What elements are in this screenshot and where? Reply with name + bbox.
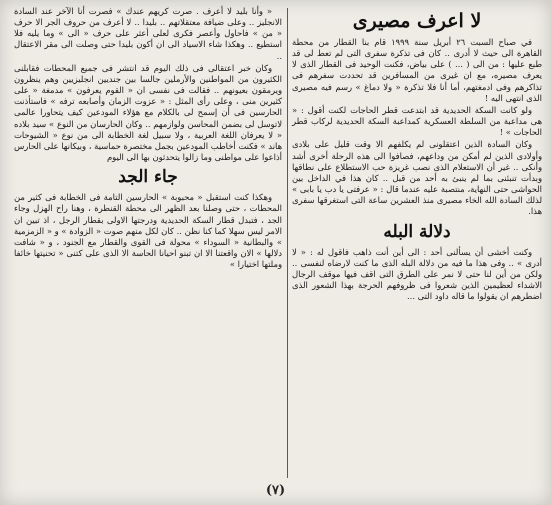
section-heading: جاء الجد (118, 167, 178, 188)
paragraph: وكان السادة الذين اعتقلونى لم يكلفهم الا وقت قليل على بلادى وأولادى الذين لم أمكن من وداعهم، فصافوا الى هذه الرحلة أخرى أشد وأنكى .. غير أن الاستعلام الذى نصب غريزة حب الاستطلاع على نطاقها وبدأت تنبئنى بما لم ينبئ به أحد من قبل .. كان هذا في الداخل بين الحواشى حتى النهاية، منتصبة عليه عندما قال : « عرفتى يا دب يا بابى » لذلك السادة الله الخاء مصيرى منذ العشرين ساعة التى استغرقها سفرى هذا. (292, 139, 542, 217)
column-right (292, 6, 542, 303)
column-left (14, 6, 282, 271)
paragraph: في صباح السبت ٢٦ أبريل سنة ١٩٩٩ قام بنا القطار من محطة القاهرة الى حيث لا أدرى .. كان فى تذكرة سفرى التى لم تعط لى قد طبع عليها : من الى ( ... ) على بياض، فكنت الوحيد فى القطار الذى لا يعرف مصيره، مع ان غيرى من المسافرين قد تحددت سفرهم فى تذاكرهم وفى ادمغتهم، أما أنا فلا تذكرة « ولا دماغ » رسم فيه مصيرى الذى انتهى اليه ! (292, 37, 542, 103)
column-divider (287, 8, 288, 478)
paragraph: « وأنا بليد لا أعرف . صرت كريهم عندك » فصرت أنا الآخر عند السادة الانجليز .. وعلى ضيافة معتقلاتهم .. بليدا .. لا أعرف من حروف الجر الا حرف « من » فاحاول وأعصر فكرى لعلى أعثر على حرف « الى » وما يليه فلا استطيع .. وهكذا شاء الاسياد الى ان أكون بليدا حتى وصلت الى مقر الاعتقال .. (14, 6, 282, 61)
section-heading: دلالة البله (383, 221, 451, 242)
page-number: (٧) (265, 483, 286, 498)
paragraph: وهكذا كنت استقبل « محبوبة » الحارسين التامة فى الخطابة فى كثير من المحطات ، حتى وصلنا بعد الظهر الى محطة القنطرة ، وهنا راح الهزل وجاء الجد ، فتبدل قطار السكة الحديدية ودرجتها الاولى بقطار الرجل ، اذ تبين ان الامر ليس سهلا كما كنا نظن .. كان لكل منهم صوت « الزوادة » و « الزمزمية » والبطانية « السوداء » محولة فى القوى والقطار مع الجنود ، و « شافت دلالها » الان واقعتنا الا ان تبنو احيانا الحاسة الا الذى على كتنى « تحنيتها خائفا وملتها اختيارا » (14, 192, 282, 270)
paragraph: وكنت أخشى أن يسألنى أحد : الى أين أنت ذاهب فاقول له : « لا أدرى » .. وفى هذا ما فيه من دلالة البله الذى ما كنت لارضاه لنفسى .. ولكن من أين لنا حتى لا نمر على الطرق التى اقف فيها موقف الرجال الاشداء لعظيمين الذين شعروا فى ظروفهم الحرجة بهذا الشعور الذى اضطرهم ان يقولوا ما قاله داود التى ... (292, 246, 542, 302)
paragraph: وكان خبر اعتقالى فى ذلك اليوم قد انتشر فى جميع المحطات فقابلنى الكثيرون من المواطنين والأرملين جالسا بين جنديين انجليزيين وهم ينظرون ويرمقون بعيونهم .. فقالت فى نفسى ان « القوم يعرفون » مدمغة « على كثيرين منى ، وعلى رأى المثل : « عزوت الزمان وأصابعه ترفه » فاستأذنت الحارسين فى أن إسمح لى بالكلام مع هؤلاء المودعين كيف يتحاورا عالمى لاتوسل لى بضمن المحاسن ولوازمهم .. وكان الحارسان من النوع » سيد بلاده « لا يعرفان اللغة العربية ، ولا سبيل لغة الخطابة الى من نوع « الشيوحات هاند » فكنت أخاطب المودعين بجمل مختصرة حماسية ، وبيكانها على الحارس أذاعوا على مواطنى وما زالوا يتحدثون بها الى اليوم (14, 62, 282, 163)
article-title: لا اعرف مصيرى (352, 10, 482, 32)
paragraph: ولو كانت السكة الحديدية قد ابتدعت قطر الحاجات لكنت أقول : « هى مداعبة من السلطة العسكرية كمداعبة السكة الحديدية لركاب قطر الحاجات » ! (292, 104, 542, 138)
